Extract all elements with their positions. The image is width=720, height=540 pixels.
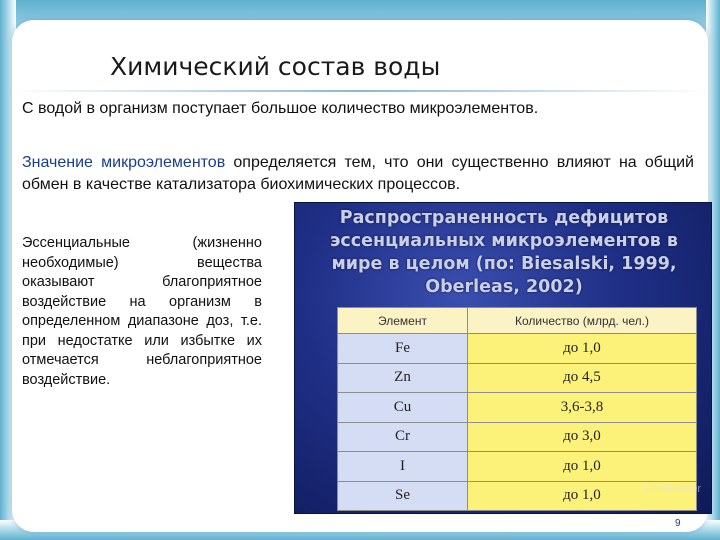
microelements-paragraph-rest: определяется тем, что они существенно влияют на общий обмен в качестве катализатора биохимических процессов. xyxy=(22,154,694,193)
table-row xyxy=(338,422,697,452)
table-cell-value: до 1,0 xyxy=(468,481,697,511)
table-header-row xyxy=(338,308,697,334)
deficiency-image-panel xyxy=(294,202,712,514)
table-cell-element: Cr xyxy=(338,422,468,452)
slide-title: Химический состав воды xyxy=(110,52,441,81)
table-row xyxy=(338,452,697,482)
page-number: 9 xyxy=(675,518,681,529)
panel-title: Распространенность дефицитов эссенциальных микроэлементов в мире в целом (по: Biesalski, 1999, Oberleas, 2002) xyxy=(329,208,679,297)
scan-watermark: FineReader xyxy=(643,483,701,495)
table-cell-element: Zn xyxy=(338,363,468,393)
table-cell-element: Se xyxy=(338,481,468,511)
table-cell-value: до 1,0 xyxy=(468,452,697,482)
table-cell-value: до 3,0 xyxy=(468,422,697,452)
table-row xyxy=(338,363,697,393)
microelements-paragraph xyxy=(22,152,694,196)
table-row xyxy=(338,334,697,364)
table-cell-value: 3,6-3,8 xyxy=(468,393,697,423)
table-cell-element: Cu xyxy=(338,393,468,423)
essential-lead-word: Эссенциальные xyxy=(22,235,130,251)
intro-sentence: С водой в организм поступает большое количество микроэлементов. xyxy=(22,100,539,117)
table-cell-element: Fe xyxy=(338,334,468,364)
table-row xyxy=(338,393,697,423)
table-cell-value: до 1,0 xyxy=(468,334,697,364)
essential-paragraph xyxy=(22,234,262,390)
essential-paragraph-rest: (жизненно необходимые) вещества оказывают благоприятное воздействие на организм в определенном диапазоне доз, т.е. при недостатке или избытке их отмечается неблагоприятное воздействие. xyxy=(22,235,262,388)
column-header-quantity: Количество (млрд. чел.) xyxy=(468,308,697,334)
table-cell-element: I xyxy=(338,452,468,482)
table-cell-value: до 4,5 xyxy=(468,363,697,393)
column-header-element: Элемент xyxy=(338,308,468,334)
title-divider xyxy=(12,90,708,92)
deficiency-table xyxy=(337,307,697,511)
microelements-accent-phrase: Значение микроэлементов xyxy=(22,154,226,171)
